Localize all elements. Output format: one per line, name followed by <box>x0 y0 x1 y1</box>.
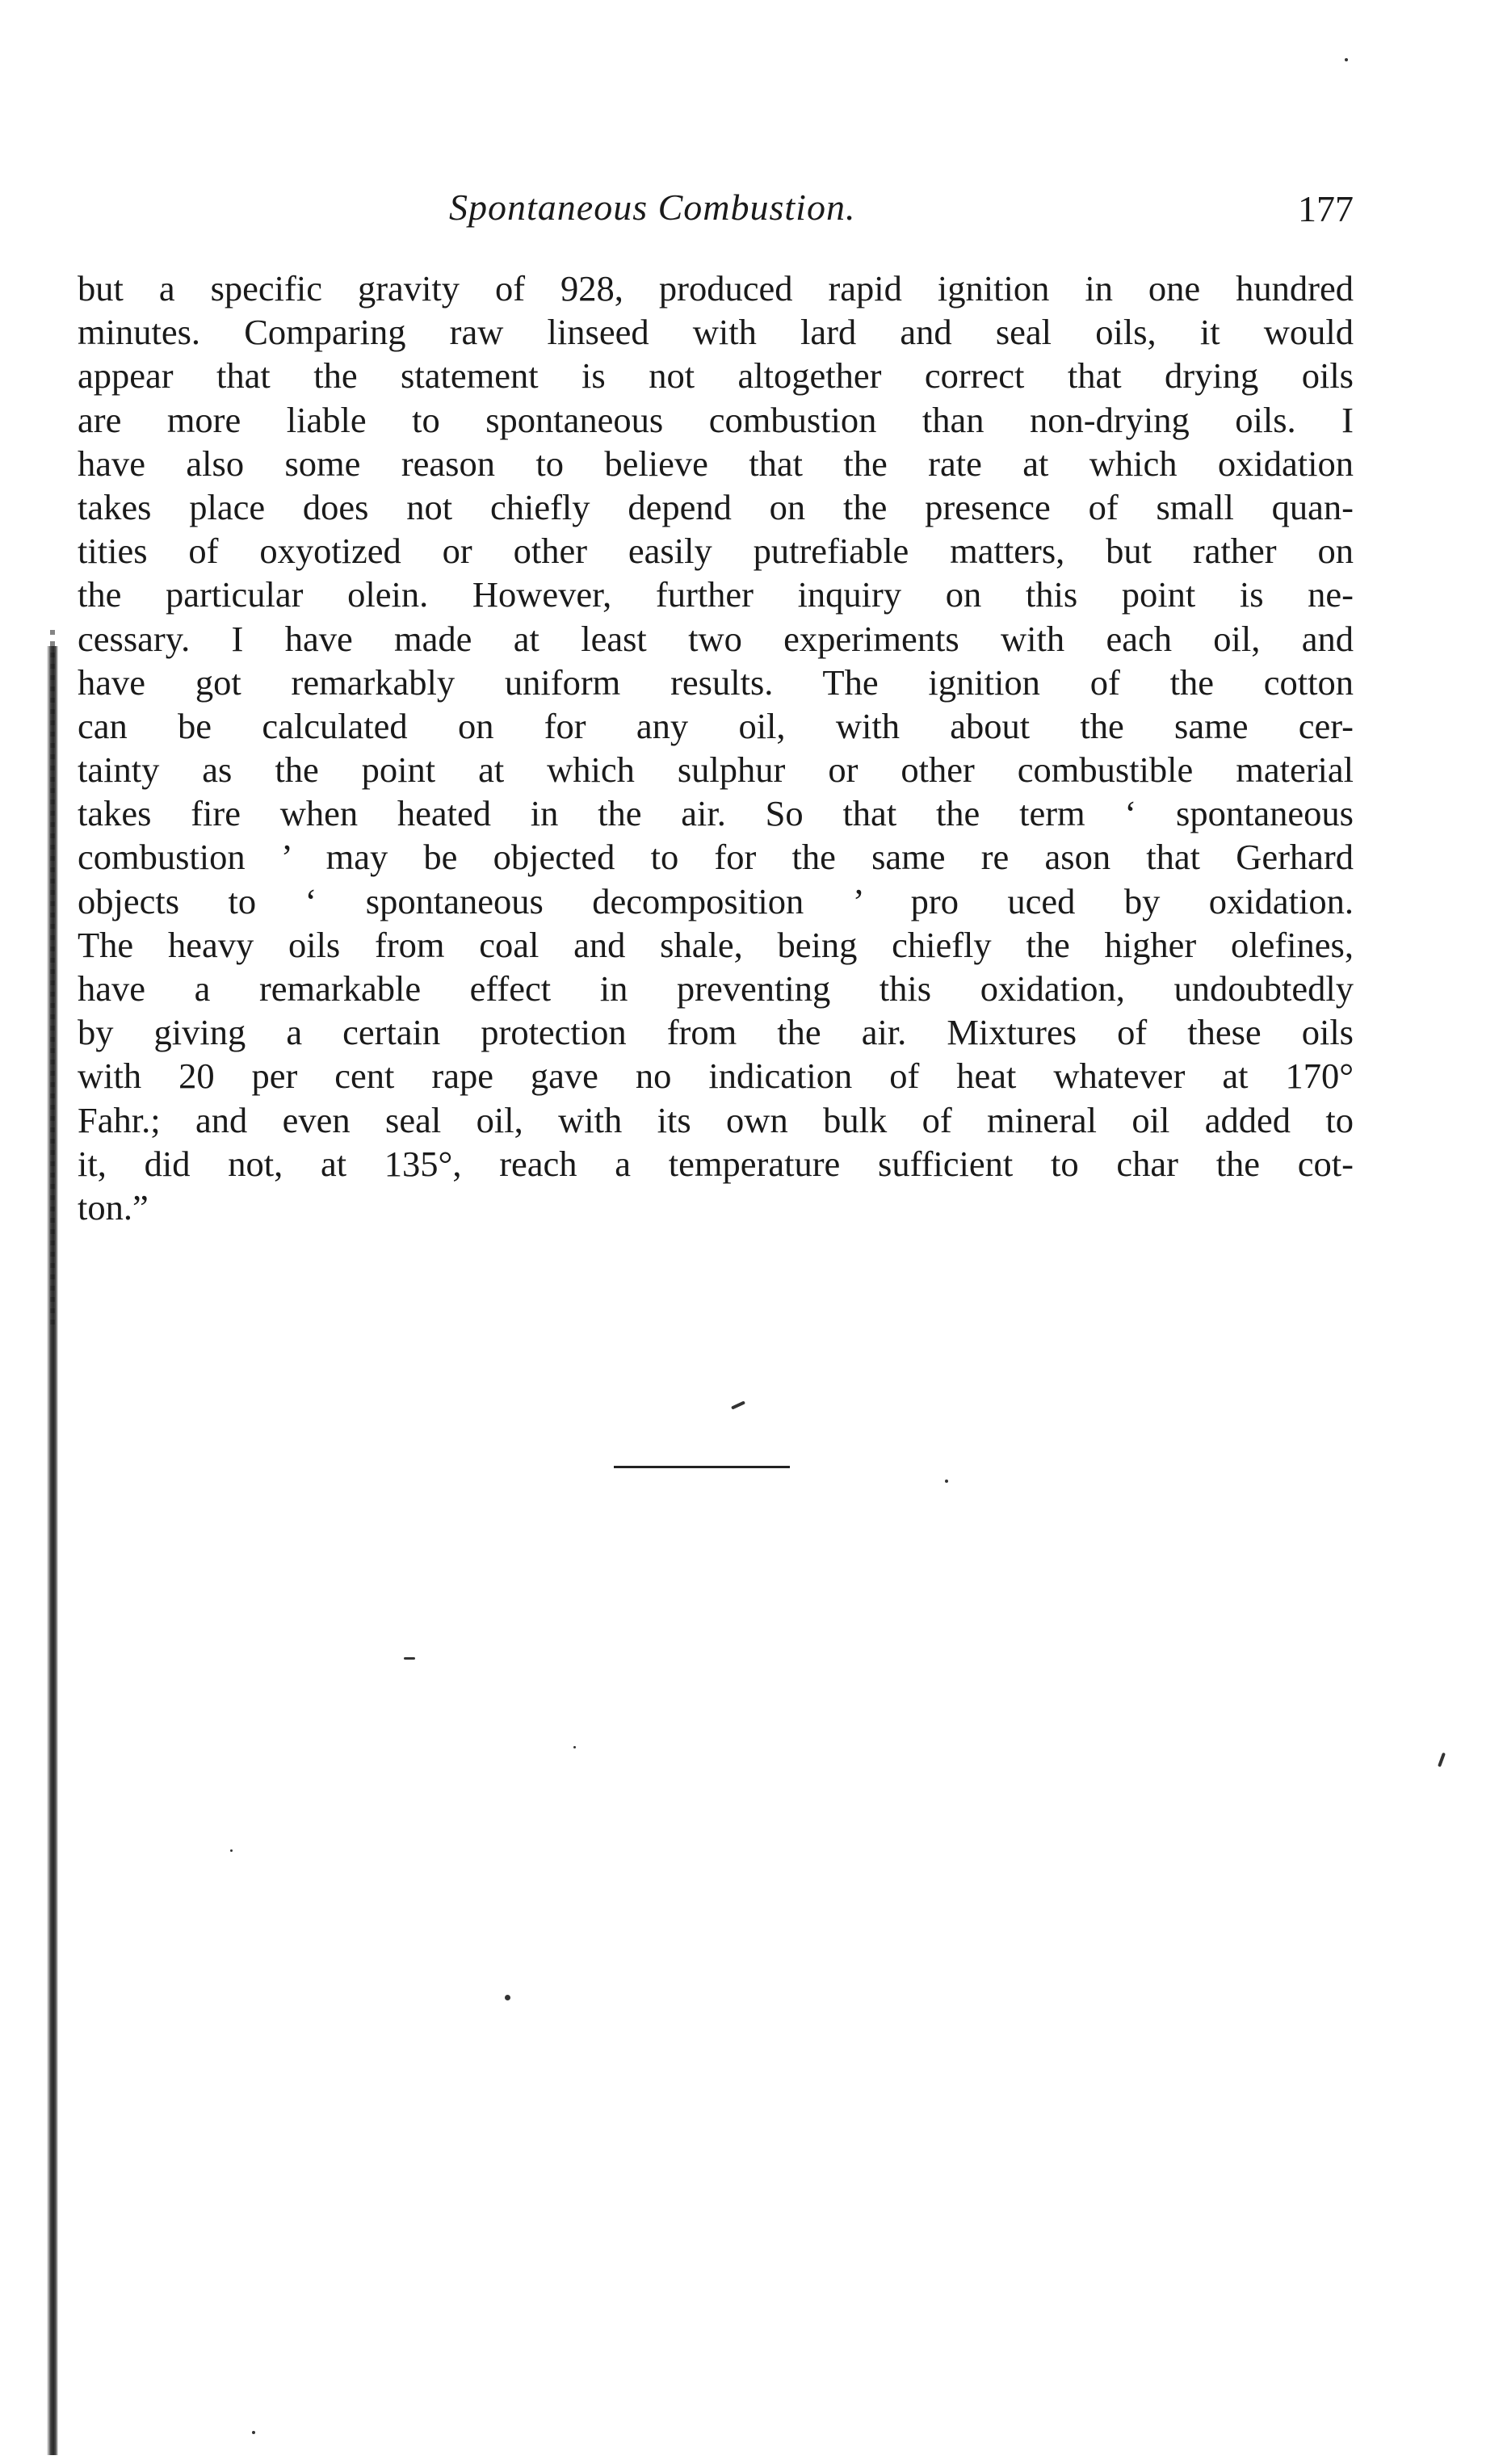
scan-speck <box>404 1657 415 1660</box>
text-line: the particular olein. However, further inquiry on this point is ne- <box>78 574 1354 615</box>
body-text <box>78 267 1354 1229</box>
text-line: it, did not, at 135°, reach a temperature sufficient to char the cot- <box>78 1143 1354 1184</box>
text-line: with 20 per cent rape gave no indication of heat whatever at 170° <box>78 1056 1354 1097</box>
binding-shadow <box>47 646 58 2455</box>
scan-speck <box>945 1480 948 1483</box>
scan-speck <box>230 1849 233 1852</box>
running-head: Spontaneous Combustion. <box>449 187 856 228</box>
text-line: have also some reason to believe that the rate at which oxidation <box>78 443 1354 484</box>
scan-speck <box>505 1995 510 2000</box>
text-line: combustion ’ may be objected to for the same re ason that Gerhard <box>78 837 1354 878</box>
section-end-rule <box>614 1466 790 1468</box>
scan-speck <box>731 1400 745 1409</box>
text-line: takes place does not chiefly depend on the presence of small quan- <box>78 486 1354 527</box>
text-line: appear that the statement is not altogether correct that drying oils <box>78 355 1354 397</box>
text-line: Fahr.; and even seal oil, with its own bulk of mineral oil added to <box>78 1099 1354 1140</box>
page-header <box>78 186 1354 234</box>
text-line: The heavy oils from coal and shale, being chiefly the higher olefines, <box>78 924 1354 965</box>
text-line: minutes. Comparing raw linseed with lard and seal oils, it would <box>78 312 1354 353</box>
text-line: by giving a certain protection from the air. Mixtures of these oils <box>78 1012 1354 1053</box>
scan-speck <box>573 1746 576 1748</box>
scan-speck <box>1345 58 1348 61</box>
text-line: cessary. I have made at least two experiments with each oil, and <box>78 618 1354 659</box>
text-line: have a remarkable effect in preventing this oxidation, undoubtedly <box>78 968 1354 1009</box>
scan-speck <box>252 2431 255 2434</box>
text-line: takes fire when heated in the air. So that the term ‘ spontaneous <box>78 793 1354 834</box>
page-number: 177 <box>1298 188 1354 229</box>
text-line: are more liable to spontaneous combustion than non-drying oils. I <box>78 399 1354 440</box>
text-line: objects to ‘ spontaneous decomposition ’ pro uced by oxidation. <box>78 880 1354 921</box>
text-line: ton.” <box>78 1186 149 1228</box>
scan-speck <box>1438 1753 1446 1767</box>
text-line: can be calculated on for any oil, with about the same cer- <box>78 705 1354 746</box>
text-line: have got remarkably uniform results. The ignition of the cotton <box>78 661 1354 703</box>
text-line: tainty as the point at which sulphur or other combustible material <box>78 749 1354 791</box>
text-line: tities of oxyotized or other easily putrefiable matters, but rather on <box>78 531 1354 572</box>
text-line: but a specific gravity of 928, produced rapid ignition in one hundred <box>78 268 1354 309</box>
